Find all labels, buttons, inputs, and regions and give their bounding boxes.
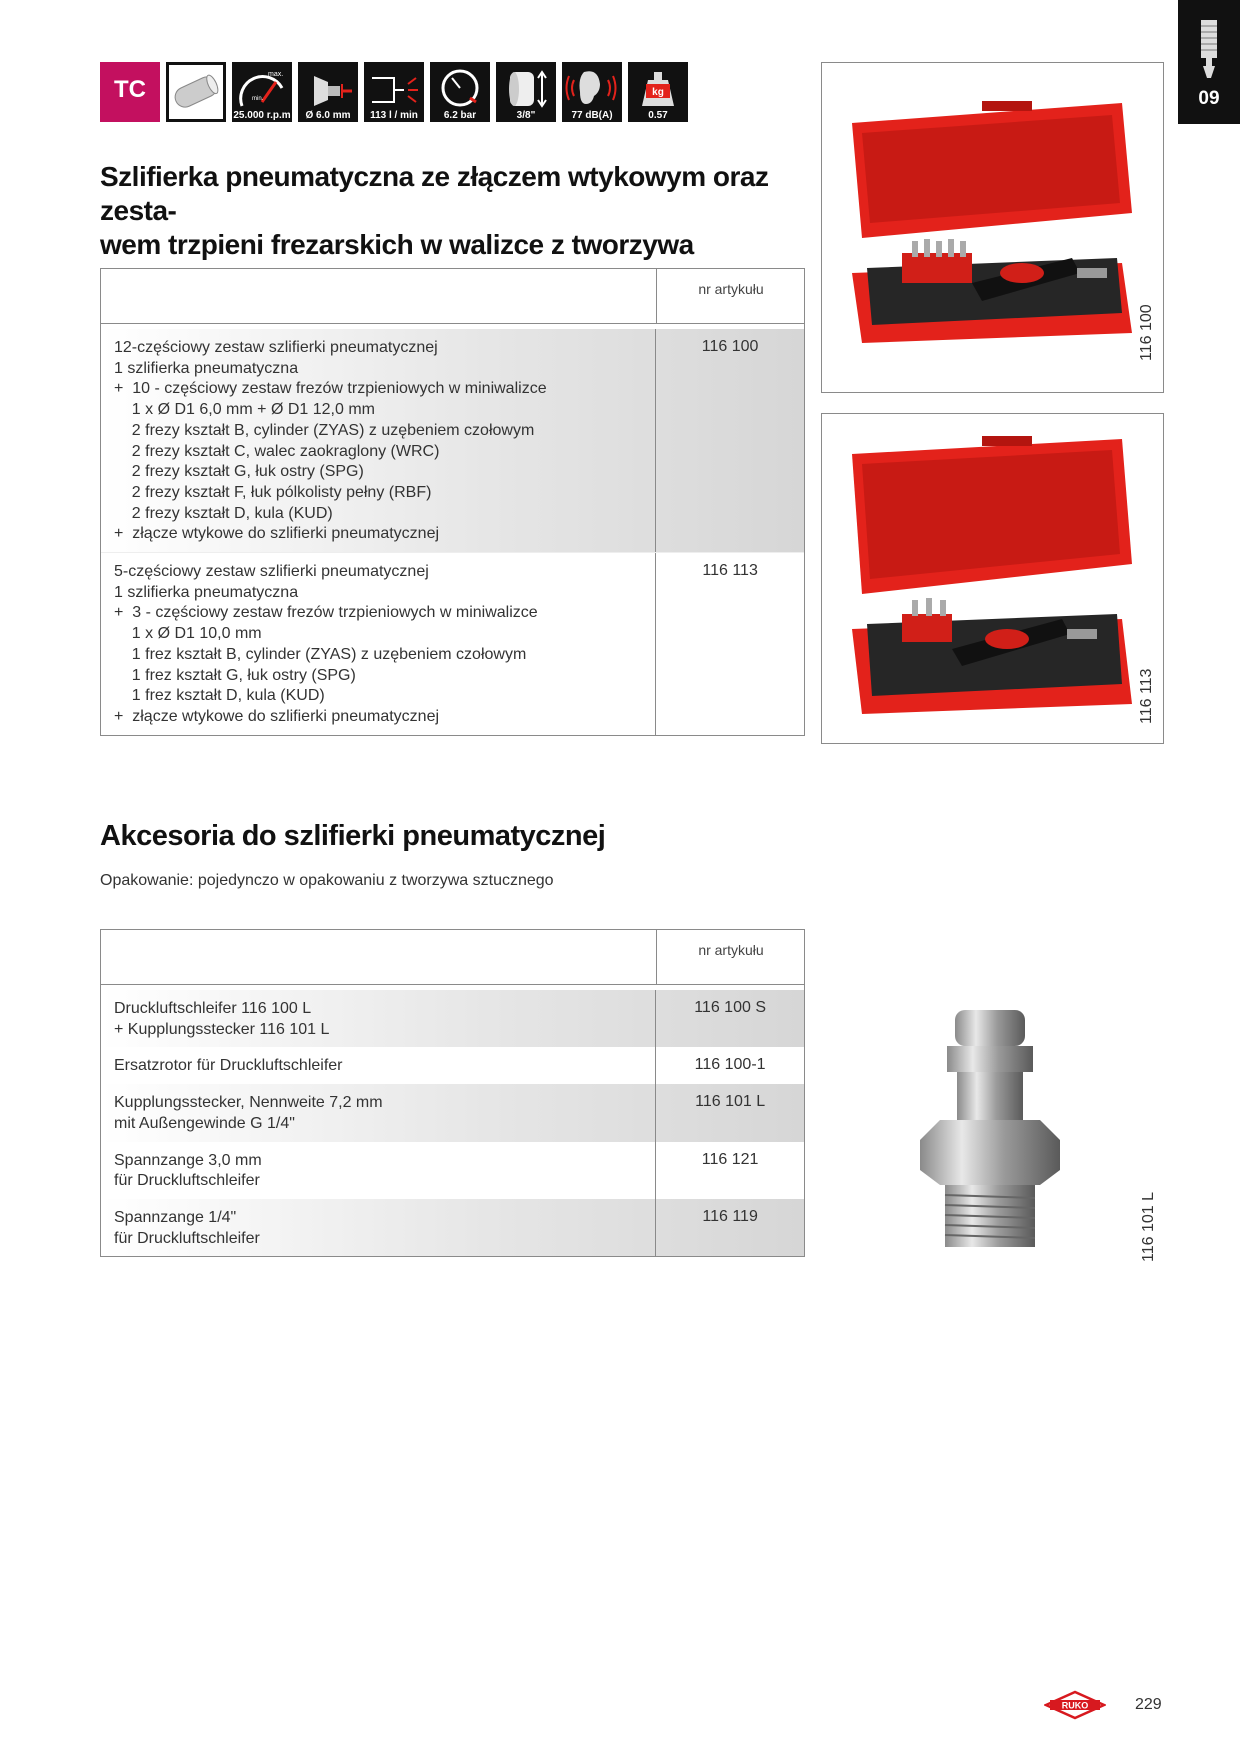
desc-line: 5-częściowy zestaw szlifierki pneumatycznej xyxy=(114,563,429,581)
collet-label: Ø 6.0 mm xyxy=(305,110,351,121)
collet-diameter-icon xyxy=(298,62,358,122)
article-number: 116 100 S xyxy=(655,990,804,1047)
desc-line: 1 frez kształt D, kula (KUD) xyxy=(114,687,325,705)
pressure-gauge-icon xyxy=(430,62,490,122)
air-consumption-icon xyxy=(364,62,424,122)
desc-line: Spannzange 3,0 mm xyxy=(114,1151,262,1169)
desc-line: 1 frez kształt B, cylinder (ZYAS) z uzębeniem czołowym xyxy=(114,645,527,663)
weight-icon xyxy=(628,62,688,122)
desc-line: 2 frezy kształt B, cylinder (ZYAS) z uzębeniem czołowym xyxy=(114,421,535,439)
table-row xyxy=(101,990,804,1047)
image-label-116101L: 116 101 L xyxy=(1140,1192,1157,1262)
product-image-116100 xyxy=(821,62,1164,393)
hose-label: 3/8" xyxy=(516,110,536,121)
row-description xyxy=(101,1199,655,1256)
table-row xyxy=(101,1142,804,1199)
article-number-header: nr artykułu xyxy=(656,930,805,984)
desc-line: für Druckluftschleifer xyxy=(114,1229,260,1247)
desc-line: Druckluftschleifer 116 100 L xyxy=(114,1000,312,1017)
desc-line: 1 szlifierka pneumatyczna xyxy=(114,359,299,377)
file-tool-icon xyxy=(1199,20,1219,80)
row-description xyxy=(101,1084,655,1141)
desc-line: 1 x Ø D1 10,0 mm xyxy=(114,625,262,643)
desc-line: + 10 - częściowy zestaw frezów trzpieniowych w miniwalizce xyxy=(114,380,547,398)
section2-title: Akcesoria do szlifierki pneumatycznej xyxy=(100,820,606,852)
article-number: 116 100-1 xyxy=(655,1047,804,1084)
packaging-note: Opakowanie: pojedynczo w opakowaniu z tworzywa sztucznego xyxy=(100,872,554,889)
desc-line: 12-częściowy zestaw szlifierki pneumatycznej xyxy=(114,339,438,356)
row-description xyxy=(101,990,655,1047)
desc-line: Spannzange 1/4" xyxy=(114,1208,237,1226)
hose-connection-icon xyxy=(496,62,556,122)
desc-line: mit Außengewinde G 1/4" xyxy=(114,1114,295,1132)
desc-line: Ersatzrotor für Druckluftschleifer xyxy=(114,1057,343,1075)
desc-line: + 3 - częściowy zestaw frezów trzpieniowych w miniwalizce xyxy=(114,604,538,622)
cylinder-burr-icon xyxy=(166,62,226,122)
table-row xyxy=(101,552,804,735)
desc-line: + złącze wtykowe do szlifierki pneumatycznej xyxy=(114,707,440,725)
product-image-116113 xyxy=(821,413,1164,744)
desc-line: + złącze wtykowe do szlifierki pneumatycznej xyxy=(114,525,440,543)
chapter-number: 09 xyxy=(1198,88,1220,109)
desc-line: 1 frez kształt G, łuk ostry (SPG) xyxy=(114,666,356,684)
desc-line: 1 szlifierka pneumatyczna xyxy=(114,583,299,601)
table-header xyxy=(101,930,804,985)
table-row xyxy=(101,1084,804,1141)
row-description xyxy=(101,1142,655,1199)
row-description xyxy=(101,1047,655,1084)
article-number: 116 101 L xyxy=(655,1084,804,1141)
desc-line: 2 frezy kształt D, kula (KUD) xyxy=(114,504,333,522)
desc-line: 2 frezy kształt G, łuk ostry (SPG) xyxy=(114,463,364,481)
table-header xyxy=(101,269,804,324)
desc-line: Kupplungsstecker, Nennweite 7,2 mm xyxy=(114,1094,383,1112)
desc-line: für Druckluftschleifer xyxy=(114,1172,260,1190)
row-description xyxy=(101,553,655,735)
tool-case-image xyxy=(822,63,1163,392)
image-label-116100: 116 100 xyxy=(1138,304,1155,361)
page-number: 229 xyxy=(1135,1696,1162,1713)
product-table-accessories xyxy=(100,929,805,1257)
ruko-logo xyxy=(1044,1690,1106,1720)
desc-line: 1 x Ø D1 6,0 mm + Ø D1 12,0 mm xyxy=(114,401,375,419)
speed-gauge-icon xyxy=(232,62,292,122)
table-row xyxy=(101,1047,804,1084)
image-label-116113: 116 113 xyxy=(1138,668,1155,724)
pressure-label: 6.2 bar xyxy=(443,110,477,121)
article-number: 116 113 xyxy=(655,553,804,735)
row-description xyxy=(101,329,655,552)
tc-icon xyxy=(100,62,160,122)
product-table-sets xyxy=(100,268,805,736)
article-number: 116 119 xyxy=(655,1199,804,1256)
desc-line: + Kupplungsstecker 116 101 L xyxy=(114,1020,330,1038)
speed-label: 25.000 r.p.m xyxy=(233,110,291,121)
chapter-tab xyxy=(1178,0,1240,124)
weight-label: 0.57 xyxy=(648,110,668,121)
weight-unit-text: kg xyxy=(652,87,664,98)
tool-case-image xyxy=(822,414,1163,743)
table-row xyxy=(101,329,804,552)
tc-icon-text: TC xyxy=(114,76,146,103)
coupling-plug-image xyxy=(905,1000,1075,1260)
spec-icon-strip xyxy=(100,62,688,122)
article-number: 116 121 xyxy=(655,1142,804,1199)
speed-min-text: min. xyxy=(252,96,264,102)
air-consumption-label: 113 l / min xyxy=(370,110,418,121)
noise-label: 77 dB(A) xyxy=(571,110,613,121)
noise-level-icon xyxy=(562,62,622,122)
section1-title-line2: wem trzpieni frezarskich w walizce z tworzywa xyxy=(100,229,694,260)
article-number: 116 100 xyxy=(655,329,804,552)
desc-line: 2 frezy kształt C, walec zaokraglony (WRC) xyxy=(114,442,440,460)
desc-line: 2 frezy kształt F, łuk pólkolisty pełny (RBF) xyxy=(114,483,432,501)
table-row xyxy=(101,1199,804,1256)
section1-title-line1: Szlifierka pneumatyczna ze złączem wtykowym oraz zesta- xyxy=(100,161,769,226)
article-number-header: nr artykułu xyxy=(656,269,805,323)
logo-text: RUKO xyxy=(1061,1700,1089,1711)
speed-max-text: max. xyxy=(268,71,284,78)
